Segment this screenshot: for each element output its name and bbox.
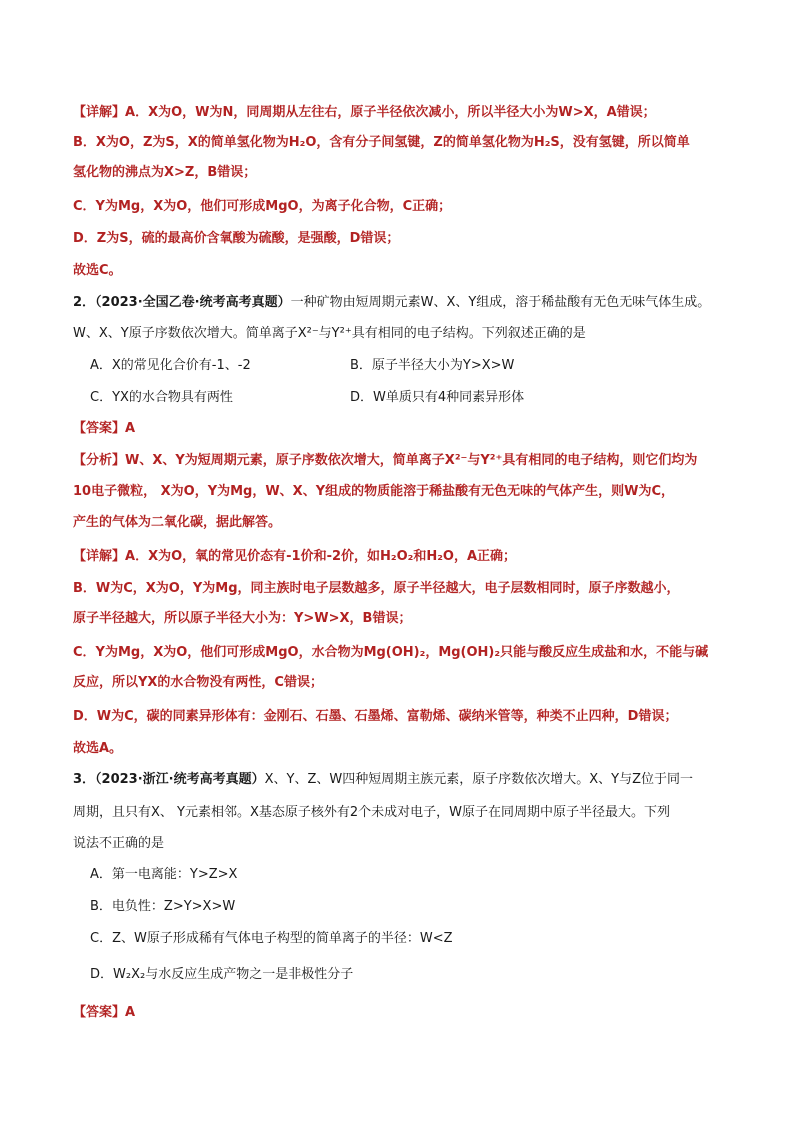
q2-stem-line-1: 2．（2023·全国乙卷·统考高考真题）一种矿物由短周期元素W、X、Y组成，溶于稀盐酸有无色无味气体生成。 <box>73 295 711 310</box>
q3-stem-line-1: 3．（2023·浙江·统考高考真题）X、Y、Z、W四种短周期主族元素，原子序数依次增大。X、Y与Z位于同一 <box>73 772 693 787</box>
q2-option-b: B．原子半径大小为Y>X>W <box>350 358 515 373</box>
q2-detail-line-2: B．W为C，X为O，Y为Mg，同主族时电子层数越多，原子半径越大，电子层数相同时，原子序数越小， <box>73 581 680 596</box>
q1-detail-line-1: 【详解】A．X为O，W为N，同周期从左往右，原子半径依次减小，所以半径大小为W>X，A错误； <box>73 105 656 120</box>
q3-stem-line-3: 说法不正确的是 <box>73 836 165 851</box>
q2-conclusion: 故选A。 <box>73 741 123 756</box>
q3-stem-line-2: 周期，且只有X、 Y元素相邻。X基态原子核外有2个未成对电子，W原子在同周期中原子半径最大。下列 <box>73 805 671 820</box>
question-source: （2023·浙江·统考高考真题） <box>95 772 265 787</box>
q2-detail-line-5: 反应，所以YX的水合物没有两性，C错误； <box>73 675 323 690</box>
analysis-tag: 【分析】 <box>73 453 126 468</box>
q2-option-d: D．W单质只有4种同素异形体 <box>350 390 525 405</box>
q1-detail-line-4: C．Y为Mg，X为O，他们可形成MgO，为离子化合物，C正确； <box>73 199 452 214</box>
q3-option-a: A．第一电离能：Y>Z>X <box>90 867 238 882</box>
q2-analysis-line-1: 【分析】W、X、Y为短周期元素，原子序数依次增大，简单离子X²⁻与Y²⁺具有相同的电子结构，则它们均为 <box>73 453 698 468</box>
question-number: 2． <box>73 295 96 310</box>
q2-detail-line-4: C．Y为Mg，X为O，他们可形成MgO，水合物为Mg(OH)₂，Mg(OH)₂只能与酸反应生成盐和水，不能与碱 <box>73 645 709 660</box>
q2-option-c: C．YX的水合物具有两性 <box>90 390 233 405</box>
q2-detail-line-3: 原子半径越大，所以原子半径大小为：Y>W>X，B错误； <box>73 611 412 626</box>
q2-detail-line-1: 【详解】A．X为O，氧的常见价态有-1价和-2价，如H₂O₂和H₂O，A正确； <box>73 549 517 564</box>
q2-analysis-line-2: 10电子微粒， X为O，Y为Mg，W、X、Y组成的物质能溶于稀盐酸有无色无味的气体产生，则W为C， <box>73 484 675 499</box>
q2-analysis-line-3: 产生的气体为二氧化碳，据此解答。 <box>73 515 282 530</box>
q3-option-c: C．Z、W原子形成稀有气体电子构型的简单离子的半径：W<Z <box>90 931 453 946</box>
detail-tag: 【详解】 <box>73 105 126 120</box>
q1-detail-line-5: D．Z为S，硫的最高价含氧酸为硫酸，是强酸，D错误； <box>73 231 400 246</box>
q1-detail-line-3: 氢化物的沸点为X>Z，B错误； <box>73 165 257 180</box>
q3-option-b: B．电负性：Z>Y>X>W <box>90 899 236 914</box>
q3-option-d: D．W₂X₂与水反应生成产物之一是非极性分子 <box>90 967 354 982</box>
q2-option-a: A．X的常见化合价有-1、-2 <box>90 358 251 373</box>
q2-stem-line-2: W、X、Y原子序数依次增大。简单离子X²⁻与Y²⁺具有相同的电子结构。下列叙述正确的是 <box>73 326 586 341</box>
q2-answer: 【答案】A <box>73 421 136 436</box>
q1-conclusion: 故选C。 <box>73 263 122 278</box>
q3-answer: 【答案】A <box>73 1005 136 1020</box>
q2-detail-line-6: D．W为C，碳的同素异形体有：金刚石、石墨、石墨烯、富勒烯、碳纳米管等，种类不止四种，D错误； <box>73 709 678 724</box>
q1-detail-line-2: B．X为O，Z为S，X的简单氢化物为H₂O，含有分子间氢键，Z的简单氢化物为H₂S，没有氢键，所以简单 <box>73 135 690 150</box>
question-source: （2023·全国乙卷·统考高考真题） <box>95 295 291 310</box>
question-number: 3． <box>73 772 96 787</box>
